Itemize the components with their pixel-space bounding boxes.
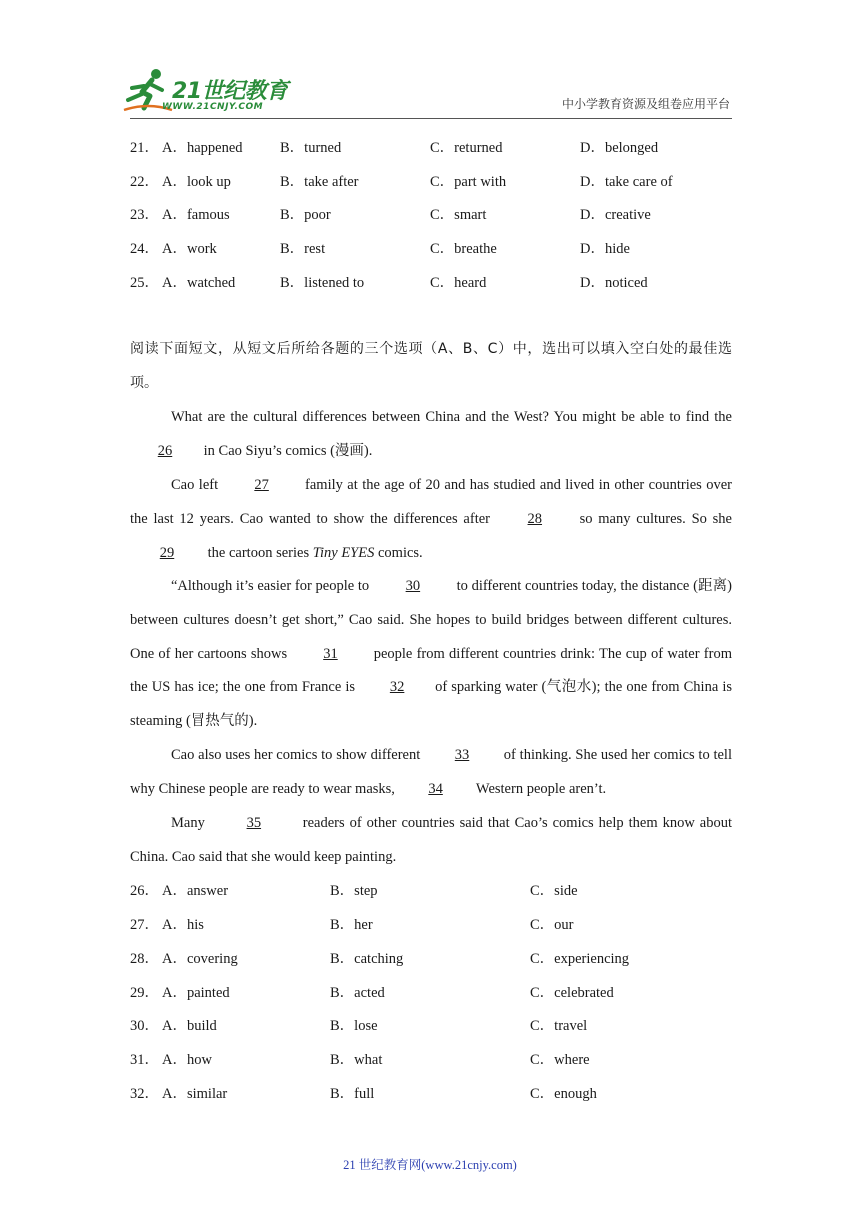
option-a: A．famous <box>162 207 230 223</box>
logo <box>122 66 292 114</box>
question-number: 28． <box>130 951 159 967</box>
blank-26: 26 <box>157 442 173 459</box>
option-c: C．heard <box>430 275 487 291</box>
option-a: A．look up <box>162 174 231 190</box>
passage-text: Cao also uses her comics to show different <box>171 747 425 763</box>
option-a: A．how <box>162 1052 212 1068</box>
passage-text: of sparking water (气泡水); the one from China is steaming (冒热气的). <box>130 679 733 730</box>
option-b: B．turned <box>280 140 342 156</box>
question-number: 31． <box>130 1052 159 1068</box>
option-d: D．creative <box>580 207 651 223</box>
passage-text: “Although it’s easier for people to <box>171 578 373 594</box>
question-number: 27． <box>130 917 159 933</box>
passage-text: people from different countries drink: The cup of water from the US has ice; the one from France is <box>130 645 732 696</box>
page-header <box>0 0 860 125</box>
header-divider <box>130 118 732 119</box>
passage-text: family at the age of 20 and has studied and lived in other countries over the last 12 years. Cao wanted to show the differences after <box>130 477 733 527</box>
blank-33: 33 <box>454 747 470 763</box>
passage-paragraph-4 <box>130 739 732 807</box>
option-b: B．rest <box>280 241 326 257</box>
blank-32: 32 <box>389 679 405 696</box>
passage-text: of thinking. She used her comics to tell why Chinese people are ready to wear masks, <box>130 747 732 797</box>
passage-text: to different countries today, the distance (距离) between cultures doesn’t get short,” Cao said. She hopes to build bridges between different cultures. One of her cartoons shows <box>130 578 732 662</box>
series-title: Tiny EYES <box>312 544 375 561</box>
question-number: 21． <box>130 140 159 156</box>
option-b: B．full <box>330 1086 375 1102</box>
logo-text: 21世纪教育 <box>172 79 288 104</box>
passage-text: the cartoon series <box>204 544 313 561</box>
option-c: C．part with <box>430 174 507 190</box>
question-number: 25． <box>130 275 159 291</box>
question-number: 30． <box>130 1018 159 1034</box>
blank-31: 31 <box>323 645 338 662</box>
option-a: A．work <box>162 241 217 257</box>
option-b: B．listened to <box>280 275 365 291</box>
question-number: 29． <box>130 985 159 1001</box>
question-number: 24． <box>130 241 159 257</box>
blank-28: 28 <box>527 510 543 527</box>
option-a: A．similar <box>162 1086 228 1102</box>
question-number: 22． <box>130 174 159 190</box>
option-a: A．painted <box>162 985 230 1001</box>
passage-text: readers of other countries said that Cao’s comics help them know about China. Cao said that she would keep painting. <box>130 815 732 865</box>
passage-paragraph-1 <box>130 401 732 469</box>
option-c: C．our <box>530 917 574 933</box>
passage-text: Western people aren’t. <box>472 780 607 797</box>
option-a: A．answer <box>162 883 229 899</box>
option-b: B．take after <box>280 174 359 190</box>
option-a: A．covering <box>162 951 238 967</box>
platform-title: 中小学教育资源及组卷应用平台 <box>561 97 730 111</box>
option-a: A．watched <box>162 275 236 291</box>
question-number: 26． <box>130 883 159 899</box>
passage-text: What are the cultural differences between China and the West? You might be able to find the <box>171 409 732 425</box>
option-b: B．lose <box>330 1018 378 1034</box>
passage-paragraph-3 <box>130 570 732 739</box>
option-c: C．where <box>530 1052 590 1068</box>
option-c: C．breathe <box>430 241 497 257</box>
question-number: 32． <box>130 1086 159 1102</box>
option-c: C．celebrated <box>530 985 614 1001</box>
option-b: B．step <box>330 883 378 899</box>
passage-paragraph-2 <box>130 469 732 570</box>
option-c: C．travel <box>530 1018 588 1034</box>
option-c: C．side <box>530 883 578 899</box>
option-b: B．catching <box>330 951 404 967</box>
blank-29: 29 <box>159 544 175 561</box>
passage-text: comics. <box>374 544 423 561</box>
option-b: B．her <box>330 917 373 933</box>
passage-text: Many <box>171 815 210 831</box>
blank-27: 27 <box>254 477 269 493</box>
passage-text: in Cao Siyu’s comics (漫画). <box>200 442 373 459</box>
passage-paragraph-5 <box>130 807 732 875</box>
option-b: B．poor <box>280 207 331 223</box>
question-number: 23． <box>130 207 159 223</box>
passage-text: so many cultures. So she <box>573 510 732 527</box>
option-a: A．build <box>162 1018 217 1034</box>
blank-34: 34 <box>428 780 443 797</box>
option-b: B．acted <box>330 985 385 1001</box>
blank-35: 35 <box>246 815 262 831</box>
instructions: 阅读下面短文，从短文后所给各题的三个选项（A、B、C）中，选出可以填入空白处的最佳选项。 <box>130 341 732 391</box>
option-c: C．smart <box>430 207 487 223</box>
logo-url: WWW.21CNJY.COM <box>162 102 264 112</box>
passage-text: Cao left <box>171 477 223 493</box>
option-d: D．hide <box>580 241 630 257</box>
option-d: D．take care of <box>580 174 673 190</box>
option-c: C．experiencing <box>530 951 630 967</box>
blank-30: 30 <box>405 578 421 594</box>
option-c: C．returned <box>430 140 503 156</box>
page-footer: 21 世纪教育网(www.21cnjy.com) <box>343 1158 517 1172</box>
option-c: C．enough <box>530 1086 597 1102</box>
option-a: A．his <box>162 917 204 933</box>
option-d: D．noticed <box>580 275 648 291</box>
option-d: D．belonged <box>580 140 659 156</box>
option-b: B．what <box>330 1052 383 1068</box>
option-a: A．happened <box>162 140 243 156</box>
